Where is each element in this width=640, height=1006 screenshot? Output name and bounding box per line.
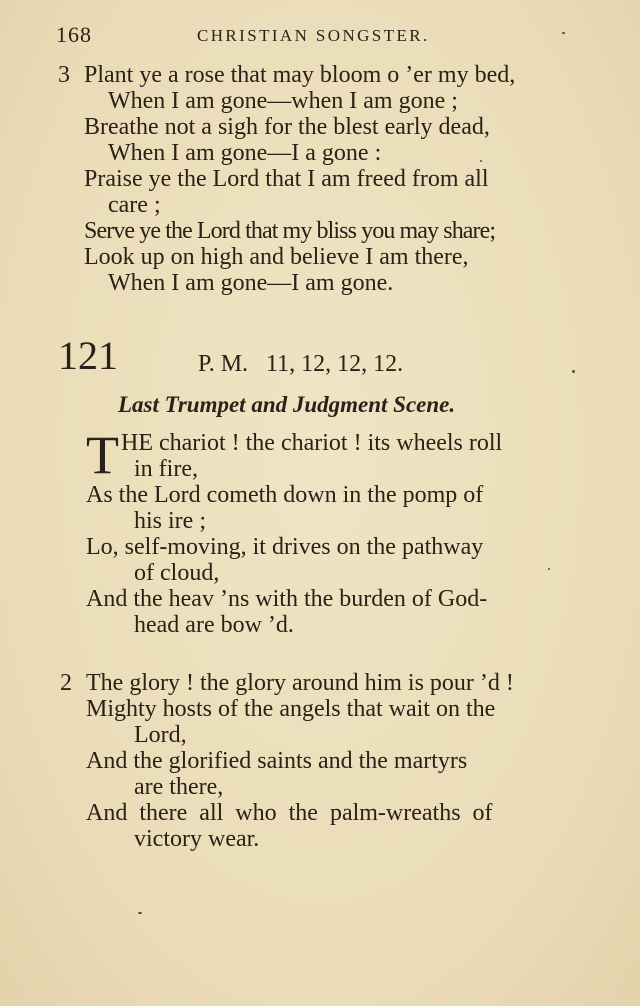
hymn-number: 121 [58,333,118,378]
verse-line: his ire ; [134,508,206,534]
verse-line: of cloud, [134,560,220,586]
drop-cap: T [86,425,119,485]
running-title: CHRISTIAN SONGSTER. [197,26,430,45]
verse-line: Serve ye the Lord that my bliss you may share; [84,218,496,244]
verse-line: head are bow ’d. [134,612,294,638]
verse-line: in fire, [134,456,198,482]
verse-line: When I am gone—I am gone. [108,270,394,296]
page-number: 168 [56,22,92,47]
verse-line: Look up on high and believe I am there, [84,244,469,270]
verse-line: And the glorified saints and the martyrs [86,748,468,774]
verse-line: are there, [134,774,224,800]
print-speck [480,160,482,162]
verse-line: When I am gone—when I am gone ; [108,88,458,114]
verse-line: Mighty hosts of the angels that wait on the [86,696,496,722]
print-speck [562,32,565,34]
print-speck [572,370,575,373]
verse-line: Praise ye the Lord that I am freed from all [84,166,489,192]
verse-line: HE chariot ! the chariot ! its wheels roll [121,430,503,456]
verse-line: And the heav ’ns with the burden of God- [86,586,488,612]
stanza-number: 2 [60,670,72,696]
hymn-meter: P. M. 11, 12, 12, 12. [198,351,404,377]
print-speck [548,568,550,570]
hymn-title: Last Trumpet and Judgment Scene. [118,392,456,417]
verse-line: Breathe not a sigh for the blest early dead, [84,114,490,140]
verse-line: And there all who the palm-wreaths of [86,800,493,826]
verse-line: Plant ye a rose that may bloom o ’er my bed, [84,62,516,88]
verse-line: The glory ! the glory around him is pour ’d ! [86,670,514,696]
verse-line: victory wear. [134,826,260,852]
verse-line: Lo, self-moving, it drives on the pathway [86,534,484,560]
print-speck [138,912,142,914]
verse-line: As the Lord cometh down in the pomp of [86,482,484,508]
verse-line: Lord, [134,722,187,748]
stanza-number: 3 [58,62,70,88]
verse-line: When I am gone—I a gone : [108,140,382,166]
verse-line: care ; [108,192,161,218]
